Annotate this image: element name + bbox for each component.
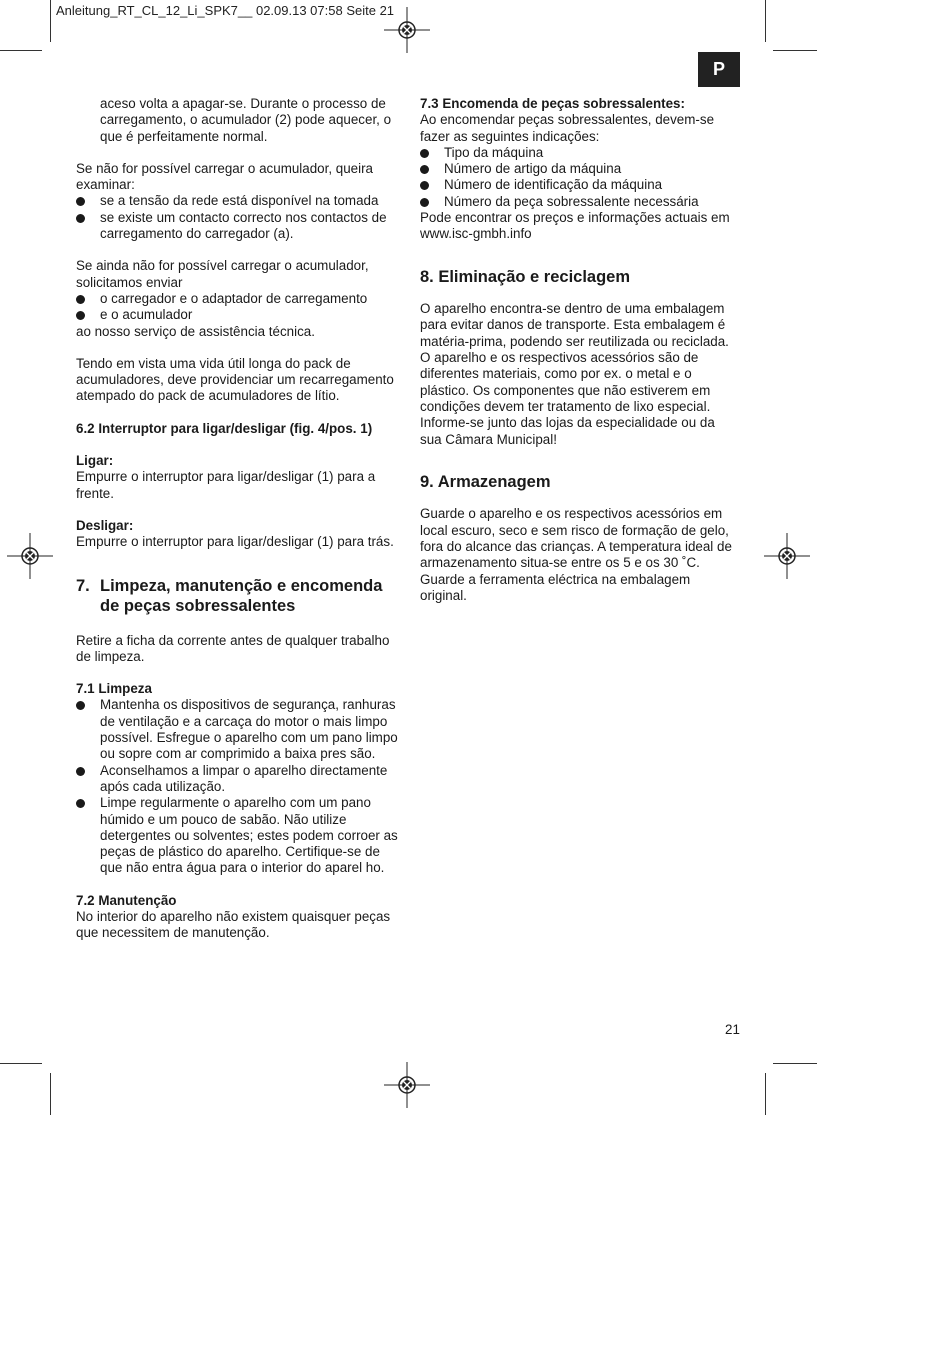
section-7-2-title: 7.2 Manutenção	[76, 892, 177, 908]
registration-mark-icon	[384, 1062, 430, 1108]
section-9-text: Guarde o aparelho e os respectivos acessórios em local escuro, seco e sem risco de formação de gelo, fora do alcance das crianças. A temperatura ideal de armazenamento situa-se entre os 5 e os 30 ˚C. Guarde a ferramenta eléctrica na embalagem original.	[420, 506, 732, 603]
crop-mark	[50, 0, 51, 42]
bullet-icon	[76, 799, 85, 808]
list-item: Mantenha os dispositivos de segurança, ranhuras de ventilação e a carcaça do motor o mais limpo possível. Esfregue o aparelho com um pano limpo ou sopre com ar comprimido a baixa pres são.	[76, 697, 401, 762]
check-intro: Se não for possível carregar o acumulador, queira examinar:	[76, 160, 373, 193]
list-item: Tipo da máquina	[420, 145, 740, 161]
bullet-icon	[76, 197, 85, 206]
bullet-icon	[76, 214, 85, 223]
off-label: Desligar:	[76, 517, 134, 533]
send-intro: Se ainda não for possível carregar o acumulador, solicitamos enviar	[76, 258, 369, 290]
crop-mark	[773, 50, 817, 51]
section-7-heading	[76, 576, 401, 617]
registration-mark-icon	[764, 533, 810, 579]
bullet-icon	[76, 295, 85, 304]
bullet-icon	[76, 311, 85, 320]
section-8-text: O aparelho encontra-se dentro de uma embalagem para evitar danos de transporte. Esta embalagem é matéria-prima, podendo ser reutilizada ou reciclada. O aparelho e os respectivos acessórios são de diferentes materiais, como por ex. o metal e o plástico. Os componentes que não estiverem em condições devem ter tratamento de lixo especial. Informe-se junto das lojas da especialidade ou da sua Câmara Municipal!	[420, 301, 729, 447]
intro-paragraph: aceso volta a apagar-se. Durante o processo de carregamento, o acumulador (2) pode aquecer, o que é perfeitamente normal.	[100, 96, 392, 144]
section-7-text: Retire a ficha da corrente antes de qualquer trabalho de limpeza.	[76, 632, 390, 664]
section-6-2-title: 6.2 Interruptor para ligar/desligar (fig. 4/pos. 1)	[76, 420, 373, 436]
section-7-2-text: No interior do aparelho não existem quaisquer peças que necessitem de manutenção.	[76, 908, 391, 941]
crop-mark	[765, 0, 766, 42]
crop-mark	[50, 1073, 51, 1115]
section-7-1-title: 7.1 Limpeza	[76, 681, 152, 697]
list-item: se existe um contacto correcto nos contactos de carregamento do carregador (a).	[76, 210, 401, 243]
print-slug: Anleitung_RT_CL_12_Li_SPK7__ 02.09.13 07:58 Seite 21	[56, 3, 395, 18]
list-item: e o acumulador	[76, 307, 401, 323]
bullet-icon	[420, 198, 429, 207]
section-7-3-intro: Ao encomendar peças sobressalentes, devem-se fazer as seguintes indicações:	[420, 112, 715, 144]
section-9-title: 9. Armazenagem	[420, 472, 551, 491]
language-tab: P	[698, 52, 740, 87]
right-column	[420, 96, 740, 604]
list-item: o carregador e o adaptador de carregamento	[76, 291, 401, 307]
lifetime-paragraph: Tendo em vista uma vida útil longa do pack de acumuladores, deve providenciar um recarregamento atempado do pack de acumuladores de lítio.	[76, 355, 394, 404]
bullet-icon	[420, 181, 429, 190]
list-item: Aconselhamos a limpar o aparelho directamente após cada utilização.	[76, 763, 401, 796]
bullet-icon	[420, 165, 429, 174]
crop-mark	[0, 50, 42, 51]
on-label: Ligar:	[76, 453, 114, 469]
list-item: se a tensão da rede está disponível na tomada	[76, 193, 401, 209]
crop-mark	[0, 1063, 42, 1064]
section-7-number: 7.	[76, 576, 90, 595]
crop-mark	[765, 1073, 766, 1115]
section-7-title: Limpeza, manutenção e encomenda de peças sobressalentes	[100, 576, 383, 616]
bullet-icon	[76, 767, 85, 776]
section-7-3-outro: Pode encontrar os preços e informações actuais em www.isc-gmbh.info	[420, 210, 730, 242]
list-item: Limpe regularmente o aparelho com um pano húmido e um pouco de sabão. Não utilize detergentes ou solventes; estes podem corroer as peças de plástico do aparelho. Certifique-se de que não entra água para o interior do aparel ho.	[76, 795, 401, 876]
bullet-icon	[76, 701, 85, 710]
registration-mark-icon	[384, 7, 430, 53]
bullet-icon	[420, 149, 429, 158]
registration-mark-icon	[7, 533, 53, 579]
section-8-title: 8. Eliminação e reciclagem	[420, 267, 631, 286]
off-text: Empurre o interruptor para ligar/desligar (1) para trás.	[76, 534, 394, 550]
list-item: Número de artigo da máquina	[420, 161, 740, 177]
list-item: Número da peça sobressalente necessária	[420, 194, 740, 210]
on-text: Empurre o interruptor para ligar/desligar (1) para a frente.	[76, 469, 376, 501]
crop-mark	[773, 1063, 817, 1064]
section-7-3-title: 7.3 Encomenda de peças sobressalentes:	[420, 96, 685, 111]
page-number: 21	[725, 1022, 740, 1037]
left-column	[76, 96, 401, 942]
list-item: Número de identificação da máquina	[420, 177, 740, 193]
send-outro: ao nosso serviço de assistência técnica.	[76, 323, 315, 339]
